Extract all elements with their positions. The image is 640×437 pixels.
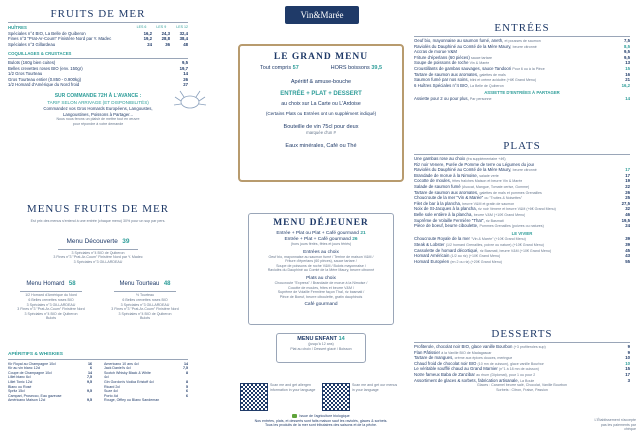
apero-row-name: Kir au vin blanc 12cl [8,366,41,371]
apero-row-name: Scotch Whisky Black & White [104,370,151,375]
qr-left-text: Scan me and get allergen information in your language [270,383,316,392]
tourteau-line: ½ Tourteau [136,293,154,298]
plat-row-note: frites fraîches Maison et beurre Vin & Marée [452,179,523,184]
col-head: LES 9 [156,25,167,29]
hors-label: HORS boissons [330,65,370,71]
plat-row-price: 19,5 [621,217,630,223]
apero-row-name: Kir Royal au Champagne 10cl [8,361,56,366]
tourteau-line: 6 Belles crevettes roses BIO [122,297,168,302]
entree-row-price: 13 [625,60,630,66]
formula-1-price: 21 [360,231,366,236]
dej-plat-line: Choucroute "Express" / Brandade de morue à la Nimoise / [274,280,368,285]
vivier-row-price: 39 [625,236,630,242]
plats-section [414,140,630,264]
huitre-price: 32,4 [179,30,188,36]
menu-qr-code[interactable] [322,383,350,411]
entree-row-name: Accras de morue V&M [414,49,457,55]
entree-row-price: 16,2 [621,82,630,88]
apero-row-price: 9,5 [87,379,92,384]
huitre-name: Fines n°3 "Prat-Ar-Coum" Finistère Nord par Y. Madec [8,36,112,42]
coquillage-row-price: 14 [183,71,188,77]
dej-entree-line: Oeuf bio, mayonnaise au saumon fumé / Terrine de maison V&M / [268,254,374,259]
plat-row-note: beurre V&M (+10€ Grand Menu) [473,212,526,217]
enfant-title: MENU ENFANT [297,336,338,342]
vivier-row-note: (1/2 au riz) (+10€ Grand Menu) [450,254,501,259]
footer [210,414,432,428]
apero-row-name: Suze 4cl [104,389,118,394]
decouverte-title: Menu Découverte [66,237,118,245]
fruits-section [8,8,188,127]
huitres-label: HUÎTRES [8,25,27,30]
formula-2: Entrée + Plat + Café gourmand [284,237,351,242]
apero-row-name: Rouge, Offley ou Blanc Sandeman [104,398,160,403]
menus-fdm-section [8,203,188,321]
partager-note: Par personne [469,96,492,101]
enfant-line: Plat au choix / Dessert glacé / Boisson [290,346,352,351]
desserts-section [414,328,630,392]
dejeuner-title: MENU DÉJEUNER [273,218,369,228]
homard-line: 3 Spéciales n°3 GILLARDEAU [26,302,76,307]
huitre-price: 19,2 [143,36,152,42]
fruits-title: FRUITS DE MER [50,8,146,20]
apero-row-name: Ricard 2cl [104,384,120,389]
dej-plat-line: Suprême de Volaille Fermière façon Thaï, riz basmati / [277,290,365,295]
vivier-row-note: (1/2 homard Grenailles, poivre ou nature) (+10€ Grand Menu) [445,242,544,247]
eaux-line: Eaux minérales, Café ou Thé [285,143,357,149]
vivier-row-note: "Vin & Marée" (+10€ Grand Menu) [471,237,526,242]
apero-row-price: 5 [186,384,188,389]
apero-row-name: Américano Maison 12cl [8,398,46,403]
hours: (hors jours fériés, fêtes et jours fériés) [290,242,352,246]
coquillage-row-price: 27 [183,82,188,88]
aperitifs-section [8,352,188,403]
bottle-line: Bouteille de vin 75cl pour deux [283,124,359,130]
desserts-title: DESSERTS [491,328,553,340]
partager-name: Assiette pour 2 ou pour plus, [414,95,469,101]
crab-icon [172,88,208,114]
plat-row-name: Brandade de morue à la Nimoise, [414,172,479,178]
vivier-row-name: Choucroute Royale de la mer [414,236,470,242]
order-line: Langoustines, Poissons à Partager... [63,111,133,117]
divider [20,291,82,292]
plat-row-price: 24 [625,223,630,229]
homard-title: Menu Homard [26,281,65,288]
entree-row-price: 15 [625,65,630,71]
dessert-row-price: 10 [625,360,630,366]
brand-name: Vin&Marée [285,6,359,24]
tout-price: 57 [292,65,299,71]
plat-row-name: Riz noir Venere, Purée de Pomme de terre ou Légumes du jour [414,161,535,167]
coquillages-label: COQUILLAGES & CRUSTACES [8,51,72,57]
entree-row-price: 9,5 [624,49,630,55]
plat-row-note: ou "Truites & Noisettes" [484,196,523,201]
vivier-row-price: 39 [625,241,630,247]
plat-row-price: 26 [625,189,630,195]
dej-plat-line: Pièce de Boeuf, beurre ciboulette, gratin dauphinois [279,294,363,299]
choice-line: au choix sur La Carte ou L'Ardoise [281,101,361,107]
plat-row-name: Belle sole entière à la plancha, [414,211,473,217]
glaces-line: Glaces : Caramel beurre salé, Chocolat, Vanille Bourbon [476,383,568,388]
apero-row-price: 7,5 [87,375,92,380]
vivier-title: LE VIVIER [511,230,533,236]
coquillage-row-name: Bulots (160g bien cuites) [8,59,56,65]
homard-line: 3 Spéciales n°4 BIO de Quiberon [24,311,78,316]
plat-row-note: (Avocat, Mangue, Tomate cerise, Gomme) [461,184,530,189]
plat-row-price: 17 [625,167,630,173]
menu-homard [8,272,94,321]
plat-row-price: 27,5 [621,200,630,206]
plat-row-note: riz Basmati [485,218,504,223]
dej-entree-line: Friture d'éperlans (60 pièces), sauce tartare / [285,259,357,264]
apero-row [104,398,188,403]
plat-row-note: Pommes Grenailles (poivres ou natures) [479,224,544,229]
qr-right-text: Scan me and get our menus in your language [352,383,398,392]
order-line: pour répondre à votre demande [72,121,124,126]
dessert-row-note: (10 mn de cuisson), glace vanille Bourbon [477,361,545,366]
sorbets-line: Sorbets : Citron, Fraise, Passion [496,387,548,392]
plat-row-price: 25 [625,195,630,201]
entree-row [414,83,630,89]
homard-line: 1/2 Homard d'Amérique du Nord [25,293,77,298]
entree-row-note: sauce tartare [470,55,492,60]
entree-row-price: 9,5 [624,54,630,60]
huitre-price: 36 [165,41,170,47]
huitre-price: 28,8 [161,36,170,42]
divider [414,342,630,343]
col-head: LES 6 [136,25,147,29]
plat-row-price: 46 [625,211,630,217]
menus-fdm-note: Est prix des menus s'entend à une entrée (chaque menu) 30% pour un sup par pers. [30,219,166,223]
plat-row-note: salade verte [479,173,499,178]
entree-row-name: Raviolès du Dauphiné au Comté de la Mère Maury, [414,43,512,49]
dessert-row-price: 3 [627,377,630,383]
apero-line: Apéritif & amuse-bouche [290,79,352,85]
bio-leaf-icon [292,414,297,418]
apero-row-name: Blanc ou Rosé [8,384,32,389]
menu-tourteau [102,272,188,321]
coquillage-row-price: 26 [183,76,188,82]
col-head: LES 12 [176,25,188,29]
dessert-row-price: 10 [625,355,630,361]
coquillage-row-name: Belles crevettes roses BIO (env. 150gr) [8,65,83,71]
side-note: L'Établissement n'accepte pas les paiements par chèque [594,418,636,432]
dessert-row-price: 15 [625,366,630,372]
apero-row-name: Jack Daniel's 4cl [104,366,131,371]
vivier-row-price: 43 [625,253,630,259]
dessert-row-name: Le véritable soufflé chaud au Grand Marnier [414,366,498,372]
dejeuner-card [248,213,394,325]
entree-row-price: 21 [625,77,630,83]
vivier-row-name: Homard Américain [414,253,450,259]
vivier-row [414,259,630,265]
plat-row-name: Salade de saumon fumé [414,183,461,189]
plat-row-price: 32 [625,206,630,212]
grand-menu-title: LE GRAND MENU [273,52,369,62]
dej-plat-line: Cocotte de moules, frites et beurre V&M / [288,285,354,290]
dessert-row-note: à la Vanille BIO de Madagascar [441,350,492,355]
homard-line: Bulots [46,316,56,321]
tourteau-line: 3 Spéciales n°4 BIO de Quiberon [118,311,172,316]
vivier-row-name: Cassolette de homard décortiqué, [414,247,479,253]
entree-row-price: 8,5 [624,43,630,49]
entree-row-name: Croustillants de gambas sauvages, sauce Tandoori [414,65,512,71]
apero-row-name: 4cl [104,375,109,380]
vivier-row-name: Steak & Lobster [414,241,445,247]
dessert-row-name: Chaud froid de chocolat noir BIO [414,360,477,366]
huitre-price: 16,2 [143,30,152,36]
plat-row-name: Noix de St-Jacques à la plancha, [414,206,477,212]
entree-row-name: Friture d'éperlans (60 pièces) [414,54,470,60]
coquillage-row-name: 1/2 Gros Tourteau [8,71,43,77]
dessert-row-name: Notre fameux Baba de Zanzibar [414,371,475,377]
formula: ENTRÉE + PLAT + DESSERT [280,91,362,97]
certain-line: (Certains Plats ou Entrées ont un supplément indiqué) [265,111,377,116]
brand-logo [285,6,359,28]
divider [414,154,630,155]
vivier-row-note: (en 2 ou riz) (+20€ Grand Menu) [450,259,502,264]
homard-price: 58 [68,281,76,288]
vivier-row-price: 55 [625,258,630,264]
entrees-title: ENTRÉES [494,22,550,34]
plat-row-name: Cocotte de moules, [414,178,452,184]
formula-2-price: 26 [352,237,358,242]
divider [8,359,188,360]
dessert-row-note: (+3 profiteroles sup) [513,345,546,349]
plats-title: PLATS [503,140,541,152]
entree-row-note: et pousses de saumon [504,39,541,43]
dej-entree-line: Raviolès du Dauphiné au Comté de la Mère Maury, beurre citronné [267,268,375,273]
vivier-row-name: Homard Européen [414,258,450,264]
order-line: Commandez vos Gros Homards Européens, Langoustes, [43,106,153,112]
apero-row-price: 6 [90,366,92,371]
apero-row-price: 6 [186,389,188,394]
bio-label: Issue de l'agriculture biologique [299,414,350,418]
plat-row-name: Filet de bar à la plancha, [414,200,462,206]
divider [58,249,138,250]
apero-row-name: Lillet Tonic 12cl [8,379,33,384]
dessert-row-price: 17 [625,371,630,377]
cafe-line: Café gourmand [304,302,338,308]
plat-row-price: 17 [625,172,630,178]
huitre-name: Spéciales n°4 BIO, La Belle de Quiberon [8,30,86,36]
entree-row-name: Tartare de saumon aux aromates, [414,71,479,77]
footer-line-1: Nos entrées, plats, et desserts sont faits maison sauf les raviolés, glaces & sorbets. [254,418,388,423]
entree-row-name: Saumon fumé par nos soins, [414,77,469,83]
divider [414,36,630,37]
homard-line: 6 Belles crevettes roses BIO [28,297,74,302]
enfant-card [276,333,366,363]
coquillage-row [8,82,188,88]
apero-row-price: 9,5 [87,398,92,403]
huitre-row [8,42,188,48]
footer-line-2: Tous les produits de la mer sont tributaires des saisons et de la pêche. [264,423,378,428]
huitre-price: 24,3 [161,30,170,36]
plat-row-note: riz noir Venere et beurre V&M (+6€ Grand Menu) [478,207,556,212]
order-title: SUR COMMANDE 72H À L'AVANCE : [54,92,142,99]
divider [8,22,188,23]
huitre-name: Spéciales n°3 Gillardeau [8,41,56,47]
plat-row-name: Pièce de boeuf, beurre ciboulette, [414,223,479,229]
decouverte-line: 3 Fines n°3 "Prat-Ar-Coum" Finistère Nord par Y. Madec [53,255,143,260]
vivier-row-price: 45 [625,247,630,253]
divider [114,291,176,292]
apero-row-price: 7,5 [183,366,188,371]
divider [8,58,188,59]
apero-row-price: 8 [186,379,188,384]
enfant-sub: (jusqu'à 12 ans) [308,342,334,346]
tourteau-title: Menu Tourteau [119,281,160,288]
apero-row-name: Spritz 15cl [8,389,25,394]
plat-row-name: Suprême de Volaille Fermière "Thaï", [414,217,485,223]
aperitifs-title: APÉRITIFS & WHISKIES [8,352,63,357]
apero-row-price: 14 [184,361,188,366]
plat-row-name: Choucroute de la mer "Vin & Marée" [414,195,484,201]
entrees-label: Entrées au choix [303,249,339,255]
apero-row [8,398,92,403]
enfant-price: 14 [338,336,345,342]
plat-row-name: Une gambas rose au choix [414,156,466,161]
plat-row [414,223,630,229]
dessert-row-name: Assortiment de glaces & sorbets, fabrication artisanale, [414,377,519,383]
plat-row-name: Tartare de saumon aux aromates, [414,189,479,195]
order-sub: TARIF SELON ARRIVAGE (ET DISPONIBILITÉS) [47,99,149,105]
entree-row-price: 16 [625,71,630,77]
decouverte-line: 3 Spéciales n°3 GILLARDEAU [73,259,123,264]
homard-line: 3 Fines n°3 "Prat-Ar-Coum" Finistère Nord [17,307,85,312]
entrees-section [414,22,630,102]
order-line: Nous nous ferons un plaisir de mettre tout en œuvre [56,117,140,122]
plat-row-price: 22 [625,183,630,189]
apero-row-name: Campari, Prosecco, Eau gazeuse [8,393,62,398]
dessert-row-note: au rhum (Diplomat), pour 1 ou pour 2 [476,372,536,377]
tourteau-price: 48 [163,281,171,288]
entree-row-note: beurre citronné [512,44,537,49]
tout-label: Tout compris [259,65,292,71]
apero-row-name: Coupe de Champagne 10cl [8,370,52,375]
dessert-row-price: 9 [627,349,630,355]
partager-price: 14 [625,95,630,101]
huitre-price: 38,4 [179,36,188,42]
dessert-row-note: La Boule [520,378,535,383]
vivier-row-note: riz Basmati, beurre V&M (+10€ Grand Menu) [479,248,552,253]
dessert-row-note: (n°1 à 18 mn de cuisson) [498,367,539,372]
allergen-qr-code[interactable] [240,383,268,411]
apero-row-price: 9,5 [87,389,92,394]
grand-menu-card [238,44,404,182]
coquillage-row-name: 1/2 Homard d'Amérique du Nord froid [8,82,80,88]
entree-row-note: Vin & Marée [469,61,490,66]
menus-fdm-title: MENUS FRUITS DE MER [26,203,170,215]
entree-row-note: Pour 6 ou à la Pièce [512,66,545,71]
tourteau-line: 3 Fines n°3 "Prat-Ar-Coum" Finistère Nord [111,307,179,312]
plats-label: Plats au choix [306,275,336,281]
plat-row-note: beurre citronné [512,168,537,173]
entree-row-note: blini et crème acidulée (+6€ Grand Menu) [469,78,537,83]
coquillage-row-price: 9,5 [182,59,188,65]
apero-row-name: Gin Gordon's Vodka Eristoff 4cl [104,379,154,384]
formula-1: Entrée + Plat ou Plat + Café gourmand [276,231,359,236]
entree-row-name: 6 Huîtres Spéciales n°4 BIO, [414,82,469,88]
apero-row-price: 6 [186,393,188,398]
decouverte-price: 39 [122,237,130,245]
entree-row-name: Oeuf bio, mayonnaise au saumon fumé, aneth, [414,38,504,43]
coquillage-row-name: Gros Tourteau entier (0.850 - 0.900kg) [8,76,82,82]
decouverte-line: 3 Spéciales n°4 BIO de Quiberon [71,250,125,255]
entree-row-note: galettes de maïs [479,72,506,77]
bottle-sub: marquée d'un # [306,130,336,135]
plat-row-note: beurre V&M et gratin de saumon [462,201,515,206]
plat-row-note: galettes de maïs et pommes Grenailles [479,190,542,195]
plat-row-name: Raviolès du Dauphiné au Comté de la Mère Maury, [414,167,512,173]
apero-row-name: Lillet blanc 6cl [8,375,31,380]
apero-row-price: 8 [186,370,188,375]
dessert-row-note: crème aux épices douces, meringue [454,356,513,361]
huitre-price: 24 [147,41,152,47]
apero-row-price: 14 [88,370,92,375]
entree-row-name: Soupe de poissons de roche [414,60,469,66]
tourteau-line: Bulots [140,316,150,321]
partager-title: ASSIETTE D'ENTRÉES À PARTAGER [484,90,560,96]
dej-entree-line: Soupe de poissons de roche V&M / Bulots mayonnaise / [276,263,366,268]
dessert-row-name: Profiterole, chocolat noir BIO, glace vanille Bourbon [414,344,513,349]
plat-row-note: (fra supplémentaire +4€) [466,157,506,161]
hors-price: 39,5 [371,65,383,71]
entree-row-note: La Belle de Quiberon [469,83,504,88]
dessert-row-name: Flan Pâtissier [414,349,441,355]
entree-row-price: 7,5 [624,38,630,43]
dessert-row-name: Tartare de mangues, [414,355,454,361]
plat-row-price: 19 [625,178,630,184]
tourteau-line: 3 Spéciales n°3 GILLARDEAU [120,302,170,307]
apero-row-price: 16 [88,361,92,366]
apero-row-name: Porto 4cl [104,393,119,398]
huitre-price: 48 [183,41,188,47]
dessert-row-price: 9 [627,344,630,349]
apero-row-name: Americano 10 ans 4cl [104,361,139,366]
coquillage-row-price: 19,7 [179,65,188,71]
